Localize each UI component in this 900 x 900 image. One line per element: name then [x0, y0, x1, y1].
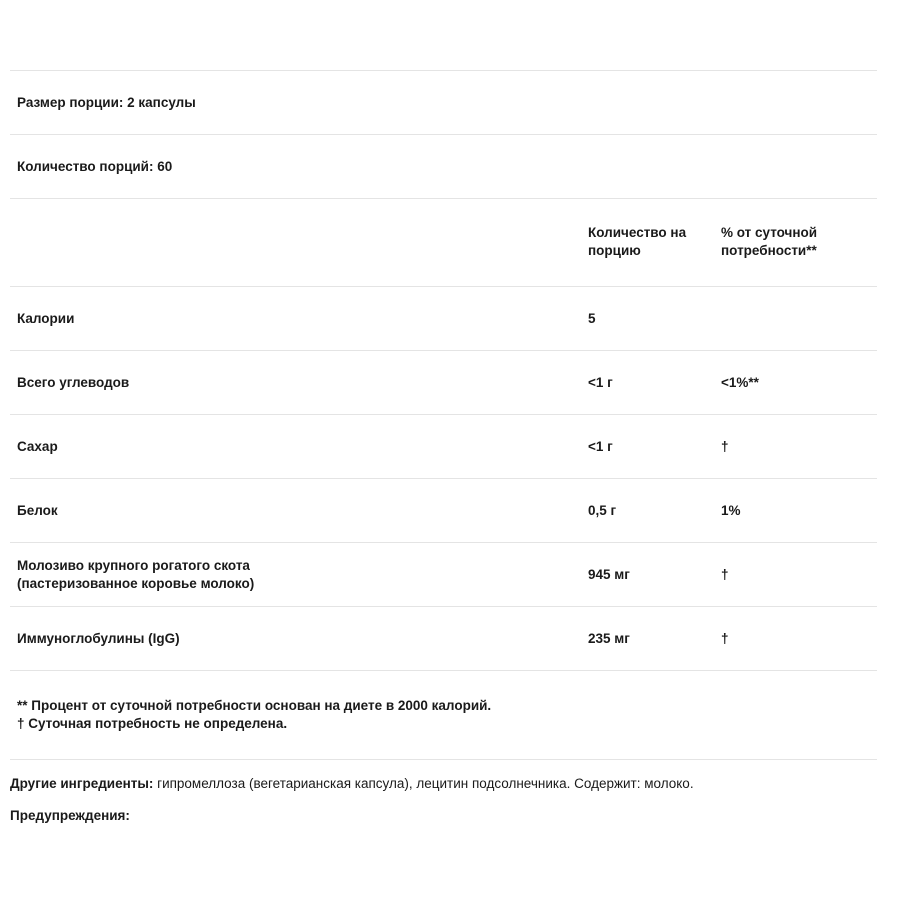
amount-per-serving-header: Количество на порцию — [588, 225, 687, 258]
nutrient-name: Молозиво крупного рогатого скота (пастеризованное коровье молоко) — [17, 558, 255, 591]
daily-value-header: % от суточной потребности** — [721, 225, 818, 258]
nutrient-name: Сахар — [17, 439, 58, 454]
table-row — [10, 415, 877, 479]
daily-value-footnote: ** Процент от суточной потребности основан на диете в 2000 калорий. — [17, 698, 492, 713]
nutrient-name: Белок — [17, 503, 58, 518]
table-row — [10, 543, 877, 607]
nutrient-daily-value: † — [721, 439, 729, 454]
nutrient-amount: 0,5 г — [588, 503, 617, 518]
nutrient-amount: <1 г — [588, 439, 613, 454]
servings-per-container-text: Количество порций: 60 — [17, 159, 173, 174]
warnings-label: Предупреждения: — [10, 808, 130, 823]
nutrient-daily-value: <1%** — [721, 375, 759, 390]
nutrient-amount: 945 мг — [588, 567, 630, 582]
nutrient-amount: 5 — [588, 311, 596, 326]
other-ingredients-text: гипромеллоза (вегетарианская капсула), лецитин подсолнечника. Содержит: молоко. — [157, 776, 694, 791]
nutrient-daily-value: 1% — [721, 503, 741, 518]
supplement-facts-table — [10, 70, 877, 671]
nutrient-amount: <1 г — [588, 375, 613, 390]
table-row — [10, 351, 877, 415]
nutrient-name: Калории — [17, 311, 75, 326]
table-row — [10, 607, 877, 671]
nutrient-daily-value: † — [721, 567, 729, 582]
nutrient-daily-value: † — [721, 631, 729, 646]
nutrient-name: Всего углеводов — [17, 375, 130, 390]
other-ingredients — [10, 775, 694, 793]
serving-size-row — [10, 71, 877, 135]
nutrient-name: Иммуноглобулины (IgG) — [17, 631, 180, 646]
nutrient-amount: 235 мг — [588, 631, 630, 646]
serving-size-text: Размер порции: 2 капсулы — [17, 95, 196, 110]
warnings — [10, 807, 130, 825]
servings-per-container-row — [10, 135, 877, 199]
section-divider — [10, 759, 877, 760]
dagger-footnote: † Суточная потребность не определена. — [17, 716, 288, 731]
table-row — [10, 479, 877, 543]
table-row — [10, 287, 877, 351]
table-header-row — [10, 199, 877, 287]
other-ingredients-label: Другие ингредиенты: — [10, 776, 154, 791]
footnotes — [17, 697, 491, 733]
